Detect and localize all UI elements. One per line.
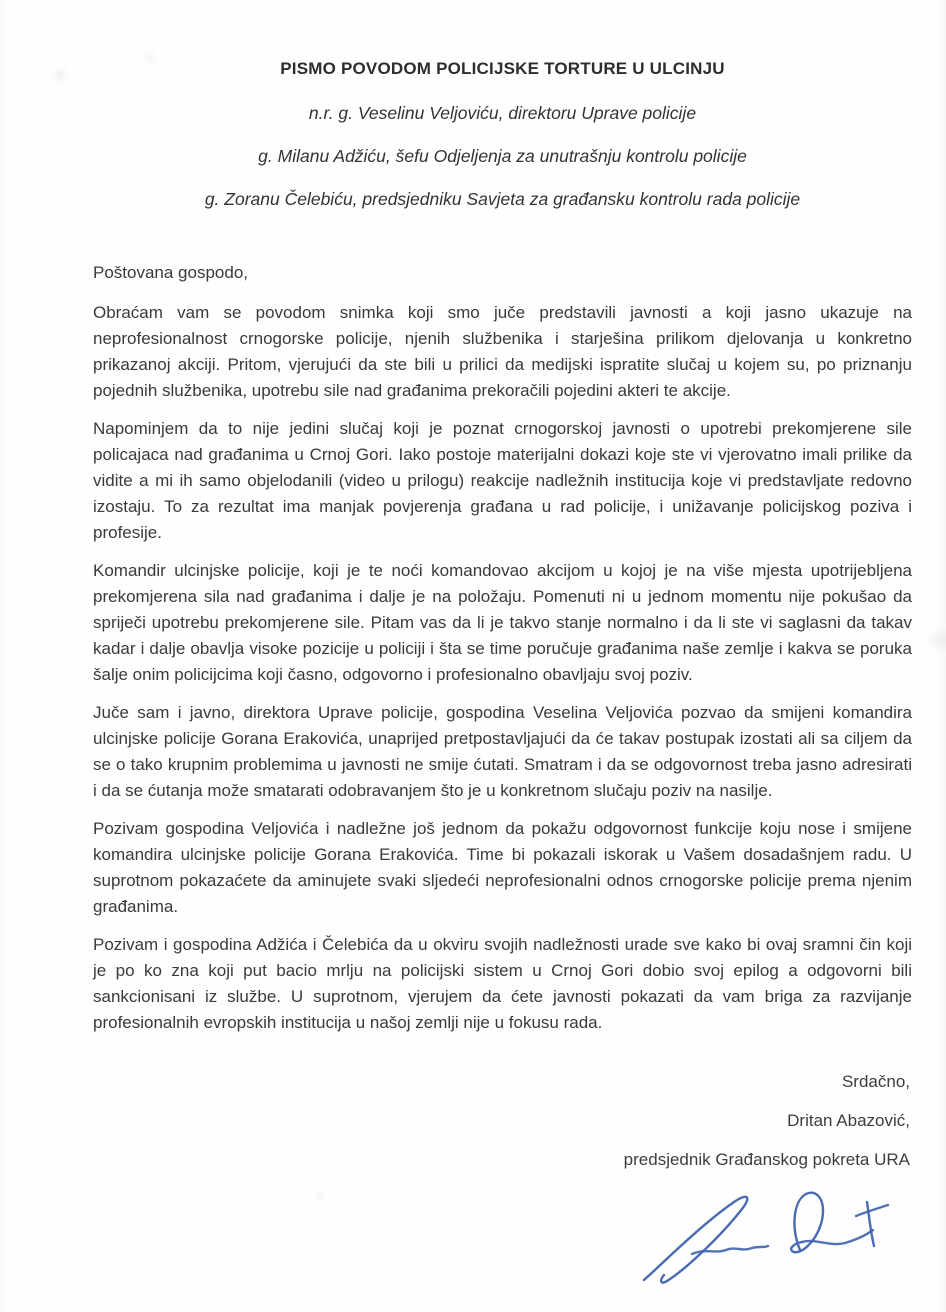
recipient-line-3: g. Zoranu Čelebiću, predsjedniku Savjeta za građansku kontrolu rada policije <box>204 189 801 209</box>
closing-name: Dritan Abazović, <box>787 1111 910 1130</box>
closing-block <box>93 1069 912 1173</box>
signature-area <box>93 1186 912 1291</box>
recipient-line-1: n.r. g. Veselinu Veljoviću, direktoru Uprave policije <box>308 103 697 123</box>
paragraph-juce-sam: Juče sam i javno, direktora Uprave policije, gospodina Veselina Veljovića pozvao da smijeni komandira ulcinjske policije Gorana Erakovića, unaprijed pretpostavljajući da će takav postupak izostati ali sa ciljem da se o tako krupnim problemima u javnosti ne smije ćutati. Smatram i da se odgovornost treba jasno adresirati i da se ćutanja može smatarati odobravanjem što je u konkretnom slučaju poziv na nasilje. <box>93 703 912 800</box>
paragraph-pozivam-veljovica: Pozivam gospodina Veljovića i nadležne još jednom da pokažu odgovornost funkcije koju nose i smijene komandira ulcinjske policije Gorana Erakovića. Time bi pokazali iskorak u Vašem dosadašnjem radu. U suprotnom pokazaćete da aminujete svaki sljedeći neprofesionalni odnos crnogorske policije prema njenim građanima. <box>93 819 912 916</box>
paragraph-snimak: Obraćam vam se povodom snimka koji smo juče predstavili javnosti a koji jasno ukazuje na neprofesionalnost crnogorske policije, njenih službenika i starješina prilikom djelovanja u konkretno prikazanoj akciji. Pritom, vjerujući da ste bili u prilici da medijski ispratite slučaj u kojem su, po priznanju pojednih službenika, upotrebu sile nad građanima prekoračili pojedini akteri te akcije. <box>93 303 912 400</box>
closing-salute: Srdačno, <box>841 1072 910 1091</box>
handwritten-signature-icon <box>630 1186 892 1286</box>
paragraph-pozivam-adzica: Pozivam i gospodina Adžića i Čelebića da u okviru svojih nadležnosti urade sve kako bi ovaj sramni čin koji je po ko zna koji put bacio mrlju na policijski sistem u Crnoj Gori dobio svoj epilog a odgovorni bili sankcionisani iz službe. U suprotnom, vjerujem da ćete javnosti pokazati da vam briga za razvijanje profesionalnih evropskih institucija u našoj zemlji nije u fokusu rada. <box>93 935 912 1032</box>
paragraph-komandir: Komandir ulcinjske policije, koji je te noći komandovao akcijom u kojoj je na više mjesta upotrijebljena prekomjerena sila nad građanima i dalje je na položaju. Pomenuti ni u jednom momentu nije pokušao da spriječi upotrebu prekomjerene sile. Pitam vas da li je takvo stanje normalno i da li ste vi saglasni da takav kadar i dalje obavlja visoke pozicije u policiji i šta se time poručuje građanima naše zemlje i kakva se poruka šalje onim policijcima koji časno, odgovorno i profesionalno obavljaju svoj poziv. <box>93 561 912 684</box>
letter-title: PISMO POVODOM POLICIJSKE TORTURE U ULCINJU <box>280 59 725 78</box>
closing-role: predsjednik Građanskog pokreta URA <box>623 1150 910 1169</box>
salutation: Poštovana gospodo, <box>93 263 249 282</box>
recipient-line-2: g. Milanu Adžiću, šefu Odjeljenja za unutrašnju kontrolu policije <box>258 146 747 166</box>
paragraph-napominjem: Napominjem da to nije jedini slučaj koji je poznat crnogorskoj javnosti o upotrebi prekomjerene sile policajaca nad građanima u Crnoj Gori. Iako postoje materijalni dokazi koje ste vi vjerovatno imali prilike da vidite a mi ih samo objelodanili (video u prilogu) reakcije nadležnih institucija koje vi predstavljate redovno izostaju. To za rezultat ima manjak povjerenja građana u rad policije, i unižavanje policijskog poziva i profesije. <box>93 419 912 542</box>
